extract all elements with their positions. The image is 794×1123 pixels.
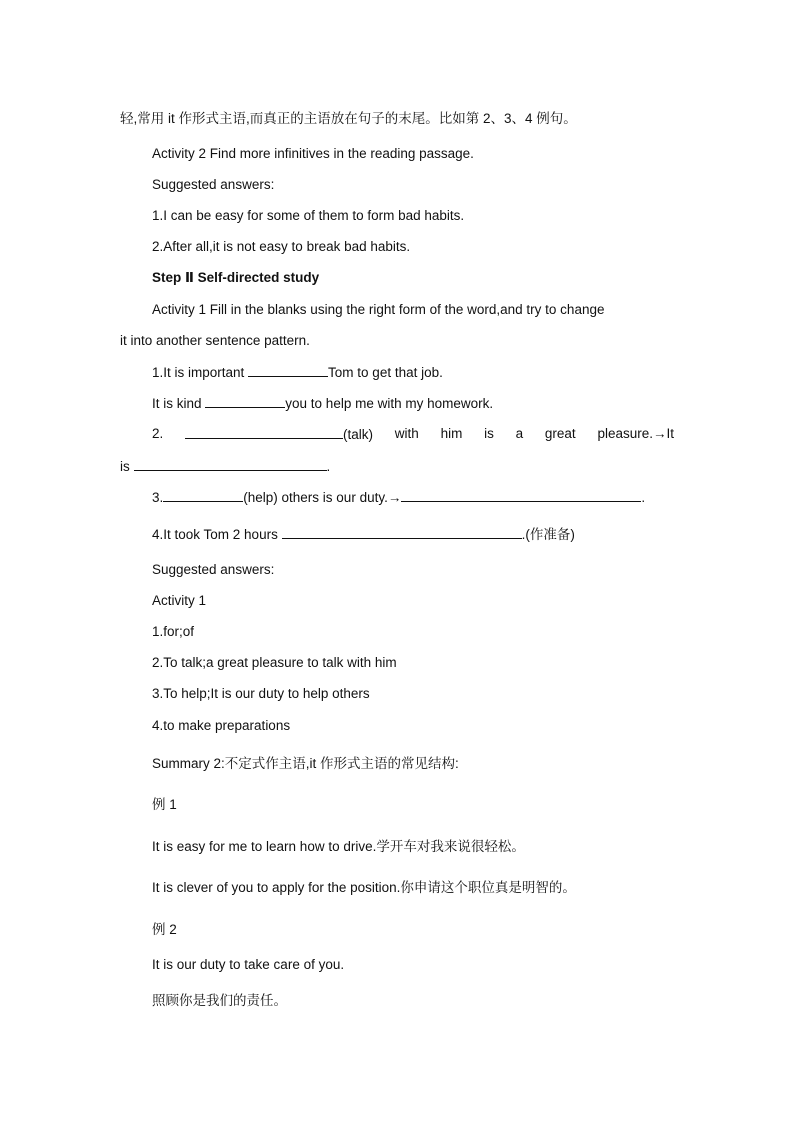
example-sentence: It is easy for me to learn how to drive.学开车对我来说很轻松。	[152, 839, 525, 854]
answer-blank	[282, 525, 522, 539]
exercise-3	[152, 488, 645, 507]
answer-line: 4.to make preparations	[152, 718, 291, 733]
exercise-text: (talk)	[343, 427, 374, 442]
exercise-word: great	[544, 426, 576, 441]
exercise-word: a	[515, 426, 524, 441]
example-translation: 照顾你是我们的责任。	[152, 993, 287, 1008]
exercise-text: (help) others is our duty.→	[243, 490, 402, 505]
step-heading: Step Ⅱ Self-directed study	[152, 270, 320, 285]
exercise-text: 1.It is important	[152, 365, 249, 380]
exercise-word: pleasure.→It	[597, 426, 674, 441]
suggested-answers-label: Suggested answers:	[152, 177, 275, 192]
answer-blank	[185, 425, 343, 439]
exercise-text: .	[641, 490, 646, 505]
activity-instruction-continued: it into another sentence pattern.	[120, 333, 310, 348]
example-label: 例 2	[152, 922, 177, 937]
exercise-text: you to help me with my homework.	[285, 396, 494, 411]
exercise-text: It is kind	[152, 396, 206, 411]
paragraph-line: 轻,常用 it 作形式主语,而真正的主语放在句子的末尾。比如第 2、3、4 例句。	[120, 111, 577, 126]
example-sentence: It is our duty to take care of you.	[152, 957, 345, 972]
activity-instruction: Activity 1 Fill in the blanks using the right form of the word,and try to change	[152, 302, 605, 317]
suggested-answers-label: Suggested answers:	[152, 562, 275, 577]
exercise-word: is	[484, 426, 494, 441]
exercise-text: is	[120, 459, 134, 474]
exercise-text: 4.It took Tom 2 hours	[152, 527, 282, 542]
activity-heading: Activity 2 Find more infinitives in the reading passage.	[152, 146, 474, 161]
exercise-word: with	[394, 426, 419, 441]
answer-line: 2.After all,it is not easy to break bad habits.	[152, 239, 411, 254]
exercise-number: 2.	[152, 426, 164, 441]
answer-blank	[205, 394, 285, 408]
answer-line: 2.To talk;a great pleasure to talk with him	[152, 655, 397, 670]
answer-line: 1.for;of	[152, 624, 195, 639]
exercise-word: him	[440, 426, 463, 441]
example-sentence: It is clever of you to apply for the position.你申请这个职位真是明智的。	[152, 880, 576, 895]
answer-blank	[401, 488, 641, 502]
exercise-blank-group	[185, 425, 373, 444]
exercise-2-continued	[120, 457, 330, 476]
exercise-4	[152, 525, 575, 544]
exercise-1	[152, 363, 443, 382]
exercise-1b	[152, 394, 493, 413]
summary-heading: Summary 2:不定式作主语,it 作形式主语的常见结构:	[152, 756, 459, 771]
exercise-text: .	[326, 459, 331, 474]
answer-blank	[163, 488, 243, 502]
activity-label: Activity 1	[152, 593, 207, 608]
answer-blank	[134, 457, 327, 471]
answer-line: 1.I can be easy for some of them to form bad habits.	[152, 208, 465, 223]
example-label: 例 1	[152, 797, 177, 812]
exercise-text: 3.	[152, 490, 164, 505]
exercise-text: Tom to get that job.	[328, 365, 443, 380]
answer-line: 3.To help;It is our duty to help others	[152, 686, 370, 701]
exercise-2	[152, 425, 674, 444]
answer-blank	[248, 363, 328, 377]
exercise-text: .(作准备)	[521, 527, 575, 542]
